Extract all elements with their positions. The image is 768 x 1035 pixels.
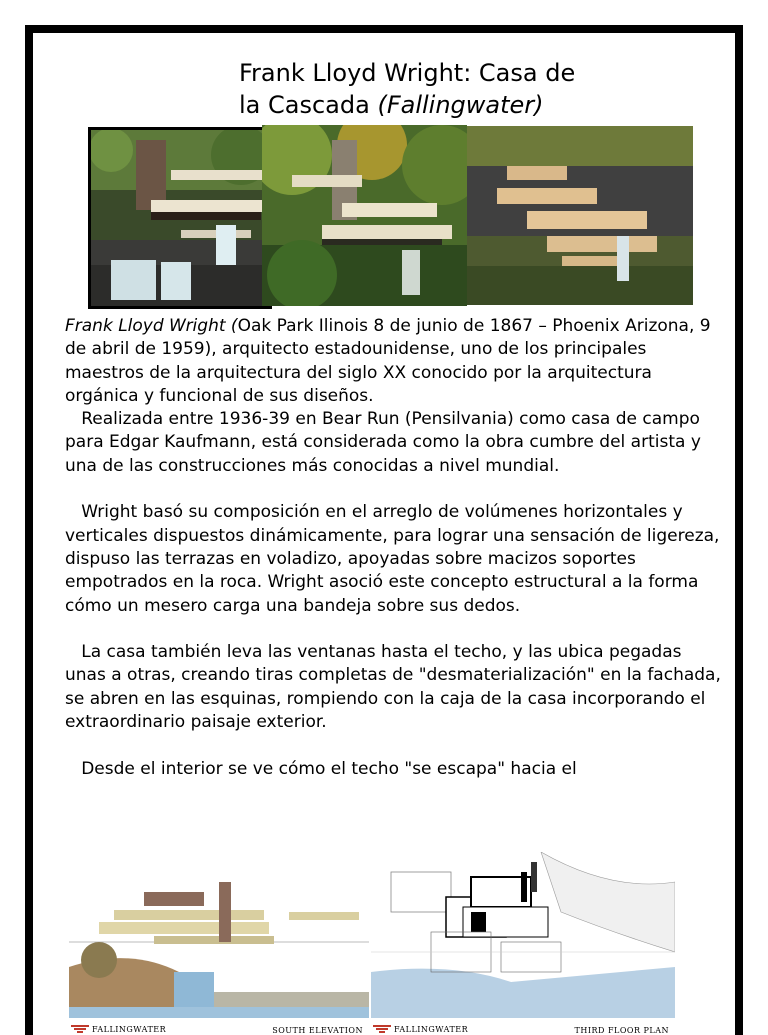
title-line-1: Frank Lloyd Wright: Casa de xyxy=(239,59,576,87)
plate-brand: FALLINGWATER xyxy=(394,1024,469,1034)
paragraph-3: Wright basó su composición en el arreglo de volúmenes horizontales y verticales dispuestos dinámicamente, para lograr una sensación de ligereza, dispuso las terrazas en voladizo, apoyadas sobre macizos soportes empotrados en la roca. Wright asoció este concepto estructural a la forma cómo un mesero carga una bandeja sobre sus dedos. xyxy=(65,502,720,616)
south-elevation-drawing xyxy=(69,852,369,1035)
floor-plan-footer xyxy=(371,1018,675,1035)
document-page xyxy=(33,33,735,1035)
title-italic: (Fallingwater) xyxy=(377,91,544,119)
page-frame xyxy=(25,25,743,1035)
fallingwater-photo-model-view xyxy=(467,126,693,305)
fallingwater-photo-waterfall-view xyxy=(88,127,272,309)
author-name: Frank Lloyd Wright ( xyxy=(65,316,238,336)
fallingwater-logo-icon xyxy=(373,1024,391,1034)
south-elevation-footer xyxy=(69,1018,369,1035)
paragraph-4: La casa también leva las ventanas hasta el techo, y las ubica pegadas unas a otras, creando tiras completas de "desmaterialización" en la fachada, se abren en las esquinas, rompiendo con la caja de la casa incorporando el extraordinario paisaje exterior. xyxy=(65,642,721,733)
plate-caption: THIRD FLOOR PLAN xyxy=(574,1026,669,1035)
plate-brand: FALLINGWATER xyxy=(92,1024,167,1034)
fallingwater-logo xyxy=(373,1024,468,1034)
title-line-2: la Cascada xyxy=(239,91,378,119)
paragraph-1-text: Oak Park Ilinois 8 de junio de 1867 – Phoenix Arizona, 9 de abril de 1959), arquitecto estadounidense, uno de los principales maestros de la arquitectura del siglo XX conocido por la arquitectura orgánica y funcional de sus diseños. xyxy=(65,316,711,406)
paragraph-1 xyxy=(65,315,725,408)
page-title xyxy=(239,57,575,121)
plate-caption: SOUTH ELEVATION xyxy=(272,1026,363,1035)
paragraph-2: Realizada entre 1936-39 en Bear Run (Pensilvania) como casa de campo para Edgar Kaufmann, está considerada como la obra cumbre del artista y una de las construcciones más conocidas a nivel mundial. xyxy=(65,409,701,476)
body-text xyxy=(65,315,725,781)
fallingwater-logo xyxy=(71,1024,166,1034)
fallingwater-logo-icon xyxy=(71,1024,89,1034)
paragraph-5: Desde el interior se ve cómo el techo "se escapa" hacia el xyxy=(81,758,577,779)
third-floor-plan-drawing xyxy=(371,852,675,1035)
fallingwater-photo-forest-view xyxy=(262,125,467,306)
